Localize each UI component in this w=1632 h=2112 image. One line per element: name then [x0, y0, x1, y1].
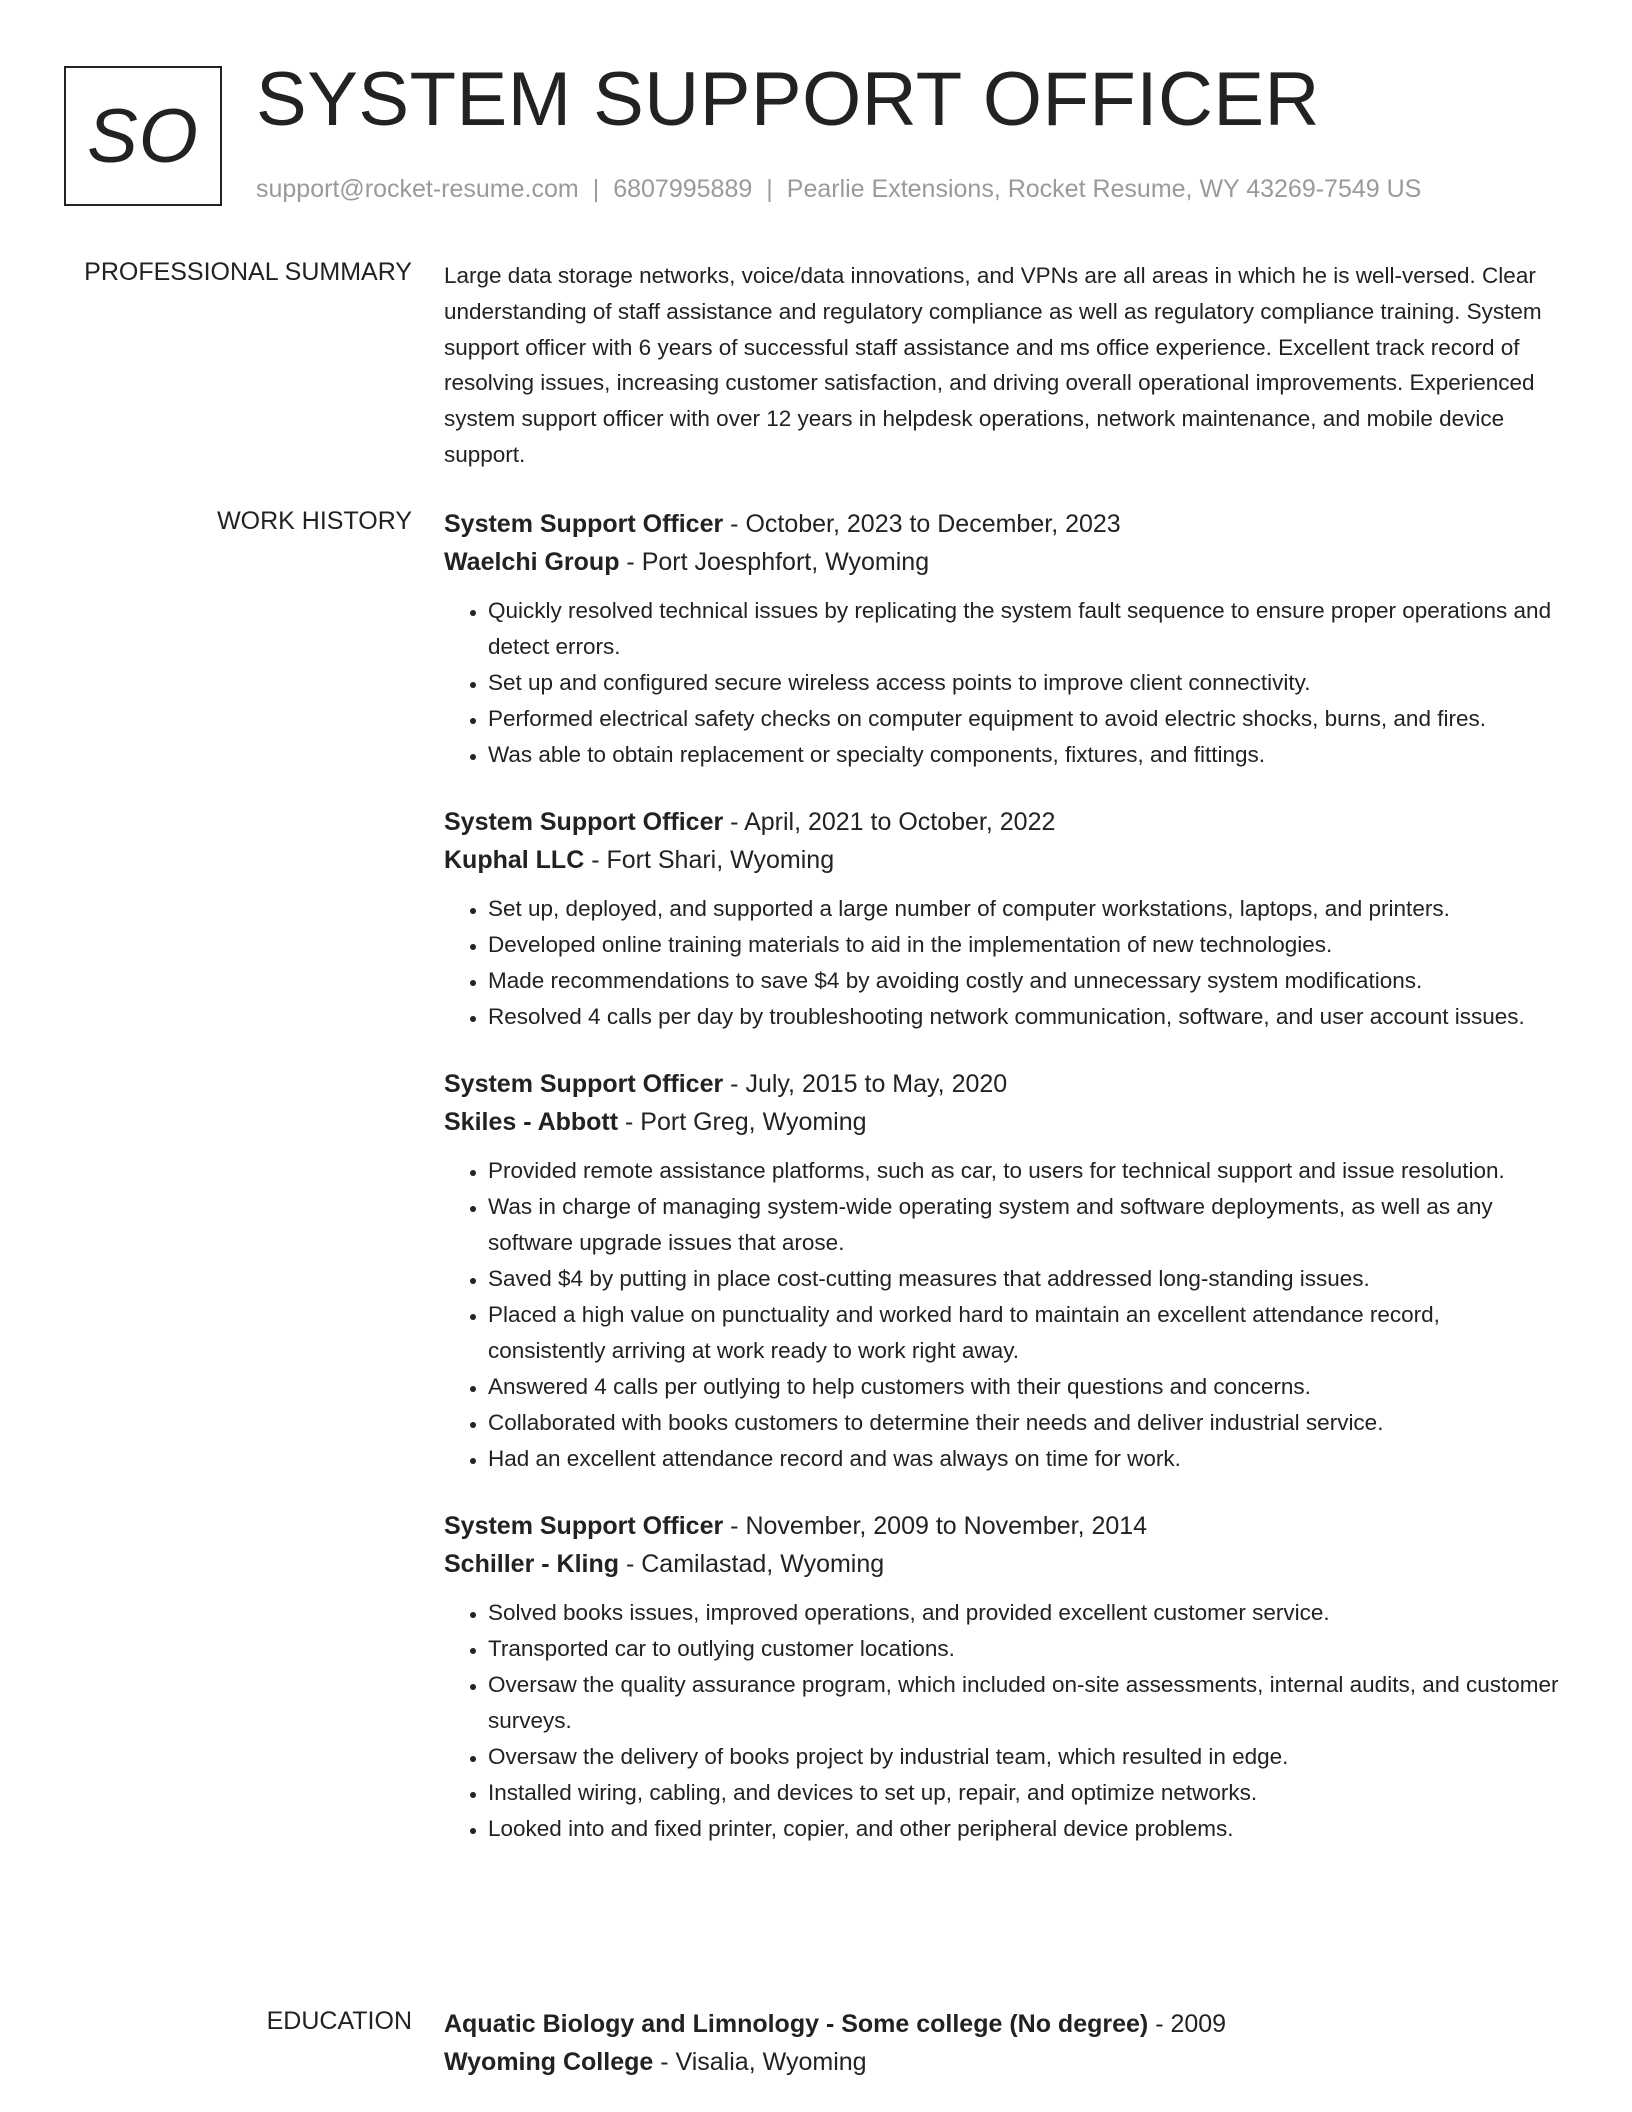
job-bullet: • Answered 4 calls per outlying to help customers with their questions and concerns. — [488, 1369, 1559, 1405]
job-bullets — [444, 593, 1559, 773]
job-title-line — [444, 803, 1559, 841]
job-company: Schiller - Kling — [444, 1550, 620, 1578]
job-bullet: • Solved books issues, improved operations, and provided excellent customer service. — [488, 1595, 1559, 1631]
job-bullet: • Transported car to outlying customer locations. — [488, 1631, 1559, 1667]
job-location: - Fort Shari, Wyoming — [584, 846, 835, 874]
job-bullets — [444, 1595, 1559, 1847]
job-location: - Camilastad, Wyoming — [619, 1550, 885, 1578]
job-bullet: • Provided remote assistance platforms, such as car, to users for technical support and issue resolution. — [488, 1153, 1559, 1189]
job-bullet: • Set up, deployed, and supported a large number of computer workstations, laptops, and printers. — [488, 891, 1559, 927]
job-bullet: • Oversaw the quality assurance program, which included on-site assessments, internal audits, and customer surveys. — [488, 1667, 1559, 1739]
job-entry — [444, 1507, 1559, 1847]
job-company-line — [444, 543, 1559, 581]
contact-address: Pearlie Extensions, Rocket Resume, WY 43269-7549 US — [786, 175, 1422, 203]
summary-text: Large data storage networks, voice/data innovations, and VPNs are all areas in which he is well-versed. Clear understanding of staff assistance and regulatory compliance as well as regulatory compliance training. System support officer with 6 years of successful staff assistance and ms office experience. Excellent track record of resolving issues, increasing customer satisfaction, and driving overall operational improvements. Experienced system support officer with over 12 years in helpdesk operations, network maintenance, and mobile device support. — [444, 263, 1542, 467]
job-bullet: • Saved $4 by putting in place cost-cutting measures that addressed long-standing issues. — [488, 1261, 1559, 1297]
job-title: System Support Officer — [444, 1512, 724, 1540]
education-label: EDUCATION — [266, 2007, 412, 2035]
job-entry — [444, 803, 1559, 1035]
job-dates: - October, 2023 to December, 2023 — [723, 510, 1121, 538]
job-bullet: • Developed online training materials to aid in the implementation of new technologies. — [488, 927, 1559, 963]
job-bullet: • Resolved 4 calls per day by troubleshooting network communication, software, and user account issues. — [488, 999, 1559, 1035]
resume-title: SYSTEM SUPPORT OFFICER — [256, 57, 1320, 142]
education-year: - 2009 — [1148, 2010, 1227, 2038]
job-bullet: • Made recommendations to save $4 by avoiding costly and unnecessary system modifications. — [488, 963, 1559, 999]
contact-phone: 6807995889 — [613, 175, 753, 203]
job-bullet: • Looked into and fixed printer, copier, and other peripheral device problems. — [488, 1811, 1559, 1847]
education-degree-line — [444, 2005, 1559, 2043]
job-company-line — [444, 1103, 1559, 1141]
job-bullet: • Quickly resolved technical issues by replicating the system fault sequence to ensure proper operations and detect errors. — [488, 593, 1559, 665]
job-company-line — [444, 841, 1559, 879]
job-dates: - November, 2009 to November, 2014 — [723, 1512, 1148, 1540]
job-entry — [444, 1065, 1559, 1477]
job-dates: - July, 2015 to May, 2020 — [723, 1070, 1008, 1098]
job-company: Skiles - Abbott — [444, 1108, 619, 1136]
contact-separator: | — [592, 175, 600, 203]
education-school-line — [444, 2043, 1559, 2081]
job-company: Waelchi Group — [444, 548, 620, 576]
job-title: System Support Officer — [444, 510, 724, 538]
contact-line — [256, 175, 1421, 204]
job-location: - Port Joesphfort, Wyoming — [619, 548, 930, 576]
job-bullet: • Was in charge of managing system-wide operating system and software deployments, as well as any software upgrade issues that arose. — [488, 1189, 1559, 1261]
job-bullets — [444, 891, 1559, 1035]
job-title-line — [444, 505, 1559, 543]
work-history-label: WORK HISTORY — [217, 507, 412, 535]
contact-separator: | — [766, 175, 773, 203]
job-bullet: • Was able to obtain replacement or specialty components, fixtures, and fittings. — [488, 737, 1559, 773]
job-title-line — [444, 1065, 1559, 1103]
job-title-line — [444, 1507, 1559, 1545]
job-bullet: • Set up and configured secure wireless access points to improve client connectivity. — [488, 665, 1559, 701]
education-location: - Visalia, Wyoming — [653, 2048, 867, 2076]
job-title: System Support Officer — [444, 808, 724, 836]
jobs-list — [444, 505, 1559, 1877]
job-company-line — [444, 1545, 1559, 1583]
summary-label: PROFESSIONAL SUMMARY — [84, 258, 412, 286]
job-title: System Support Officer — [444, 1070, 724, 1098]
contact-email: support@rocket-resume.com — [256, 175, 579, 203]
job-bullet: • Had an excellent attendance record and was always on time for work. — [488, 1441, 1559, 1477]
monogram-initials: SO — [87, 93, 199, 179]
job-bullet: • Installed wiring, cabling, and devices to set up, repair, and optimize networks. — [488, 1775, 1559, 1811]
job-bullet: • Oversaw the delivery of books project by industrial team, which resulted in edge. — [488, 1739, 1559, 1775]
job-entry — [444, 505, 1559, 773]
job-bullet: • Collaborated with books customers to determine their needs and deliver industrial service. — [488, 1405, 1559, 1441]
monogram-box — [64, 66, 222, 206]
education-degree: Aquatic Biology and Limnology - Some college (No degree) — [444, 2010, 1149, 2038]
job-dates: - April, 2021 to October, 2022 — [723, 808, 1056, 836]
job-bullets — [444, 1153, 1559, 1477]
job-bullet: • Placed a high value on punctuality and worked hard to maintain an excellent attendance record, consistently arriving at work ready to work right away. — [488, 1297, 1559, 1369]
job-location: - Port Greg, Wyoming — [618, 1108, 867, 1136]
job-company: Kuphal LLC — [444, 846, 585, 874]
education-school: Wyoming College — [444, 2048, 654, 2076]
job-bullet: • Performed electrical safety checks on computer equipment to avoid electric shocks, burns, and fires. — [488, 701, 1559, 737]
